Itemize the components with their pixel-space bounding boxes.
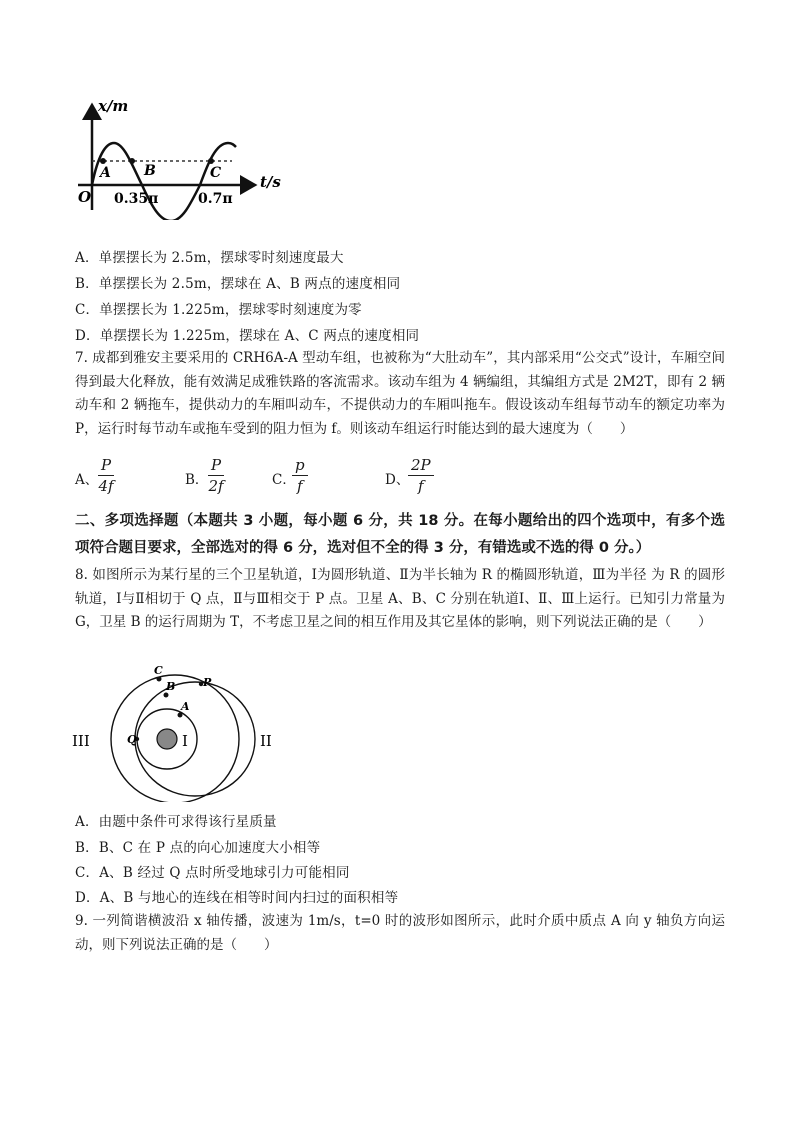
- q7-option-d-num: 2P: [408, 455, 434, 476]
- q7-option-d-label: D、: [385, 472, 410, 488]
- label-c: C: [210, 165, 222, 181]
- q7-option-a-num: P: [98, 455, 114, 476]
- q6-option-d: D．单摆摆长为 1.225m，摆球在 A、C 两点的速度相同: [75, 328, 420, 344]
- satellite-b-dot: [164, 693, 169, 698]
- pendulum-graph: [70, 95, 290, 220]
- section-2-heading: 二、多项选择题（本题共 3 小题，每小题 6 分，共 18 分。在每小题给出的四个选项中，有多个选项符合题目要求，全部选对的得 6 分，选对但不全的得 3 分，有错选或不选的得 0 分。）: [75, 513, 725, 556]
- orbit-label-ii: II: [260, 732, 272, 750]
- q7-option-c-den: f: [297, 477, 303, 495]
- q7-option-c-label: C．: [272, 472, 296, 488]
- q9-question: 9. 一列简谐横波沿 x 轴传播，波速为 1m/s，t=0 时的波形如图所示，此时介质中质点 A 向 y 轴负方向运动，则下列说法正确的是（ ）: [75, 913, 725, 953]
- q7-option-c-num: p: [292, 455, 308, 476]
- q7-option-a-label: A、: [75, 472, 99, 488]
- orbit-label-q: Q: [127, 733, 137, 746]
- q7-option-b-den: 2f: [208, 477, 224, 495]
- orbit-ii: [135, 682, 255, 796]
- t-axis-label: t/s: [260, 173, 281, 191]
- sine-curve: [92, 143, 236, 220]
- q6-option-c: C．单摆摆长为 1.225m，摆球零时刻速度为零: [75, 302, 362, 318]
- label-b: B: [144, 163, 156, 179]
- q7-option-b-label: B．: [185, 472, 209, 488]
- orbit-label-b: B: [166, 680, 176, 693]
- tick-label-2: 0.7π: [198, 191, 233, 207]
- q8-option-c: C．A、B 经过 Q 点时所受地球引力可能相同: [75, 865, 350, 881]
- q7-question: 7. 成都到雅安主要采用的 CRH6A-A 型动车组，也被称为“大肚动车”，其内部采用“公交式”设计，车厢空间得到最大化释放，能有效满足成雅铁路的客流需求。该动车组为 4 辆编组，其编组方式是 2M2T，即有 2 辆动车和 2 辆拖车，提供动力的车厢叫动车，不提供动力的车厢叫拖车。假设该动车组每节动车的额定功率为 P，运行时每节动车或拖车受到的阻力恒为 f。则该动车组运行时能达到的最大速度为（ ）: [75, 350, 725, 437]
- q7-option-c-fraction: [292, 455, 308, 496]
- planet: [157, 729, 177, 749]
- label-a: A: [100, 165, 111, 181]
- satellite-a-dot: [178, 713, 183, 718]
- orbit-diagram: [70, 662, 300, 802]
- orbit-label-i: I: [182, 732, 188, 750]
- q8-question: 8. 如图所示为某行星的三个卫星轨道，Ⅰ为圆形轨道、Ⅱ为半长轴为 R 的椭圆形轨道，Ⅲ为半径 为 R 的圆形轨道，Ⅰ与Ⅱ相切于 Q 点，Ⅱ与Ⅲ相交于 P 点。卫星 A、B、C 分别在轨道Ⅰ、Ⅱ、Ⅲ上运行。已知引力常量为 G，卫星 B 的运行周期为 T，不考虑卫星之间的相互作用及其它星体的影响，则下列说法正确的是（ ）: [75, 567, 725, 630]
- orbit-label-p: P: [203, 676, 212, 689]
- q8-option-a: A．由题中条件可求得该行星质量: [75, 814, 277, 830]
- q7-option-a-fraction: [98, 455, 114, 496]
- q6-option-b: B．单摆摆长为 2.5m，摆球在 A、B 两点的速度相同: [75, 276, 401, 292]
- orbit-label-c: C: [154, 664, 163, 677]
- y-axis-label: x/m: [98, 97, 129, 115]
- q7-option-b-num: P: [208, 455, 224, 476]
- tick-label-1: 0.35π: [114, 191, 159, 207]
- q7-option-b-fraction: [208, 455, 224, 496]
- origin-label: O: [78, 188, 92, 206]
- q7-option-d-fraction: [408, 455, 434, 496]
- point-c-dot: [208, 158, 214, 164]
- orbit-label-iii: III: [72, 732, 90, 750]
- q8-option-b: B．B、C 在 P 点的向心加速度大小相等: [75, 840, 321, 856]
- orbit-label-a: A: [181, 700, 190, 713]
- q7-option-a-den: 4f: [98, 477, 114, 495]
- point-b-dot: [129, 158, 135, 164]
- satellite-c-dot: [157, 677, 162, 682]
- point-a-dot: [100, 158, 106, 164]
- q8-option-d: D．A、B 与地心的连线在相等时间内扫过的面积相等: [75, 890, 399, 906]
- q7-option-d-den: f: [418, 477, 424, 495]
- q6-option-a: A．单摆摆长为 2.5m，摆球零时刻速度最大: [75, 250, 344, 266]
